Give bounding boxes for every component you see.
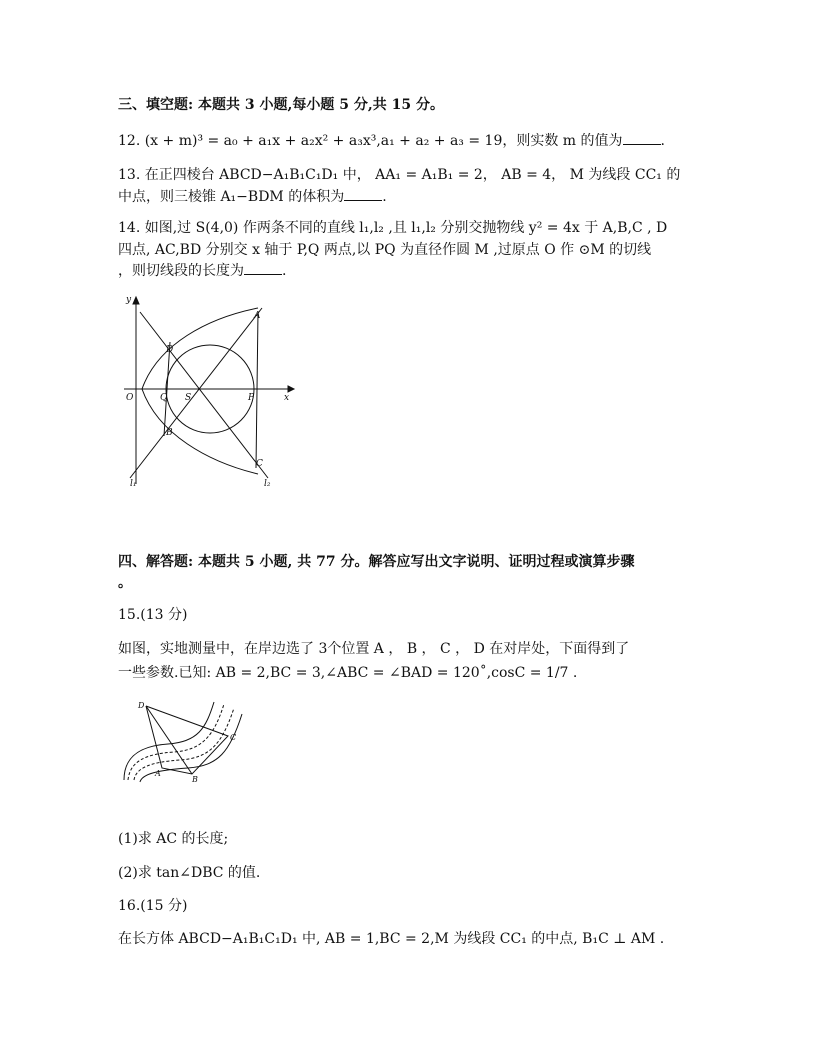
y-axis-arrow <box>133 297 139 304</box>
riverbank-solid-1 <box>124 702 214 780</box>
label-y: y <box>126 295 132 305</box>
question-12-text: 12. (x + m)³ = a₀ + a₁x + a₂x² + a₃x³,a₁ + a₂ + a₃ = 19，则实数 m 的值为 <box>118 133 623 149</box>
label-p: P <box>248 393 255 403</box>
label-s: S <box>185 393 192 403</box>
x-axis-arrow <box>288 386 294 392</box>
question-12 <box>118 132 665 150</box>
label-q: Q <box>160 393 168 403</box>
question-14-text: ，则切线段的长度为 <box>118 263 244 279</box>
question-13-line2 <box>118 188 387 206</box>
question-15-header: 15.(13 分) <box>118 607 188 623</box>
question-16-header: 16.(15 分) <box>118 898 188 914</box>
label-l1: l₁ <box>130 479 137 488</box>
label-o: O <box>126 393 134 403</box>
line-l1 <box>130 308 262 478</box>
answer-blank <box>244 262 282 275</box>
question-14-line3 <box>118 262 286 280</box>
label-d: D <box>138 701 145 710</box>
label-l2: l₂ <box>264 479 271 488</box>
question-15-part2: (2)求 tan∠DBC 的值. <box>118 865 261 881</box>
label-b: B <box>166 428 173 438</box>
label-a: A <box>155 769 161 778</box>
label-x: x <box>284 393 290 403</box>
question-15-part1: (1)求 AC 的长度; <box>118 831 229 847</box>
label-c: C <box>256 459 263 469</box>
question-14-line2: 四点, AC,BD 分别交 x 轴于 P,Q 两点,以 PQ 为直径作圆 M ,过原点 O 作 ⊙M 的切线 <box>118 242 652 258</box>
label-a: A <box>254 311 261 321</box>
answer-blank <box>344 188 382 201</box>
segment-ac <box>256 312 258 468</box>
question-15-line1: 如图，实地测量中，在岸边选了 3个位置 A ， B ， C ， D 在对岸处，下面得到了 <box>118 641 630 657</box>
question-13-end: . <box>382 189 387 205</box>
question-13-text: 中点，则三棱锥 A₁−BDM 的体积为 <box>118 189 345 205</box>
question-15-line2: 一些参数.已知: AB = 2,BC = 3,∠ABC = ∠BAD = 120˚,cosC = 1/7 . <box>118 665 578 681</box>
question-12-end: . <box>660 133 665 149</box>
question-14-line1: 14. 如图,过 S(4,0) 作两条不同的直线 l₁,l₂ ,且 l₁,l₂ 分别交抛物线 y² = 4x 于 A,B,C , D <box>118 220 668 236</box>
question-14-end: . <box>282 263 287 279</box>
question-16-line1: 在长方体 ABCD−A₁B₁C₁D₁ 中, AB = 1,BC = 2,M 为线段 CC₁ 的中点, B₁C ⊥ AM . <box>118 931 665 947</box>
answer-blank <box>623 132 661 145</box>
section4-heading-tail: 。 <box>118 575 132 591</box>
figure-15-riverbank-diagram <box>118 698 244 784</box>
section3-heading: 三、填空题: 本题共 3 小题,每小题 5 分,共 15 分。 <box>118 97 444 113</box>
label-b: B <box>192 775 198 784</box>
section4-heading: 四、解答题: 本题共 5 小题, 共 77 分。解答应写出文字说明、证明过程或演算步骤 <box>118 554 635 570</box>
parabola <box>142 308 258 474</box>
question-13-line1: 13. 在正四棱台 ABCD−A₁B₁C₁D₁ 中， AA₁ = A₁B₁ = 2， AB = 4， M 为线段 CC₁ 的 <box>118 167 681 183</box>
label-c: C <box>230 733 237 742</box>
label-d: D <box>166 345 174 355</box>
figure-14-parabola-diagram <box>118 292 298 488</box>
